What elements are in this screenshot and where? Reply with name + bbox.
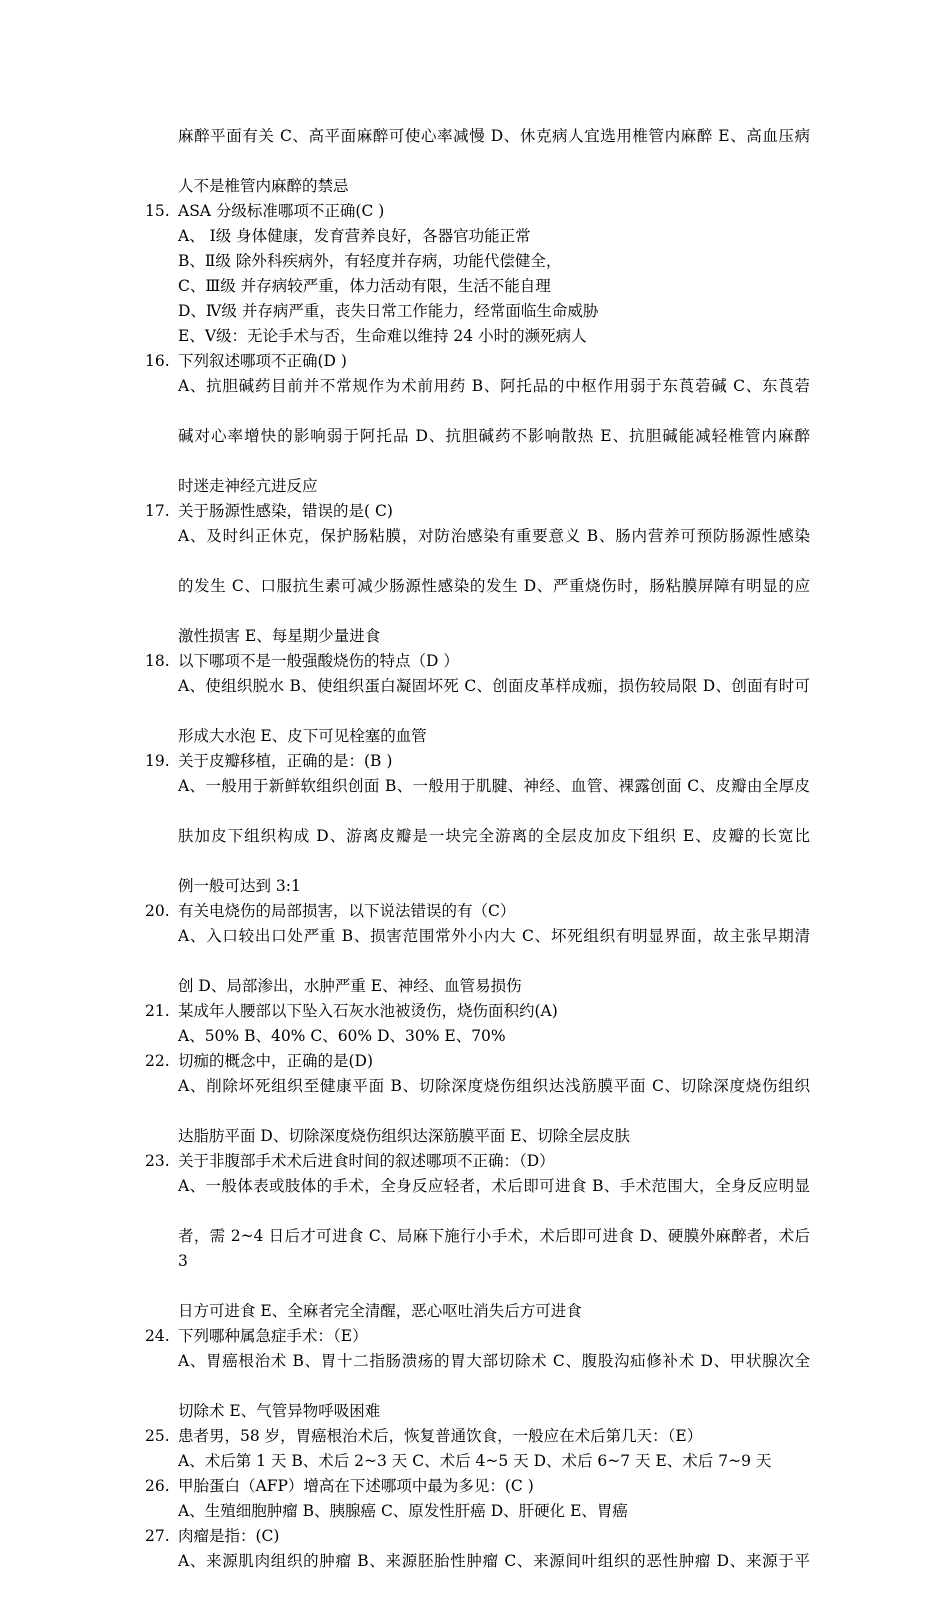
- option-line: A、胃癌根治术 B、胃十二指肠溃疡的胃大部切除术 C、腹股沟疝修补术 D、甲状腺次全: [178, 1352, 810, 1370]
- question-options: [145, 1449, 810, 1474]
- option-line: 肤加皮下组织构成 D、游离皮瓣是一块完全游离的全层皮加皮下组织 E、皮瓣的长宽比: [178, 827, 810, 845]
- question-options: [145, 1174, 810, 1324]
- question-item: [145, 899, 810, 999]
- question-stem: [145, 899, 810, 924]
- option-line: A、生殖细胞肿瘤 B、胰腺癌 C、原发性肝癌 D、肝硬化 E、胃癌: [178, 1502, 628, 1520]
- question-number: 18.: [145, 652, 170, 670]
- question-number: 22.: [145, 1052, 170, 1070]
- question-stem: [145, 1324, 810, 1349]
- question-item: [145, 1424, 810, 1474]
- question-stem: [145, 1424, 810, 1449]
- option-line: D、Ⅳ级 并存病严重，丧失日常工作能力，经常面临生命威胁: [178, 302, 599, 320]
- question-options: [145, 1024, 810, 1049]
- option-line: 日方可进食 E、全麻者完全清醒，恶心呕吐消失后方可进食: [178, 1302, 582, 1320]
- continuation-line: 人不是椎管内麻醉的禁忌: [178, 177, 349, 195]
- question-number: 16.: [145, 352, 170, 370]
- question-item: [145, 649, 810, 749]
- question-text: 以下哪项不是一般强酸烧伤的特点（D ）: [178, 652, 459, 670]
- question-stem: [145, 1524, 810, 1549]
- question-number: 15.: [145, 202, 170, 220]
- question-text: 有关电烧伤的局部损害，以下说法错误的有（C）: [178, 902, 516, 920]
- question-stem: [145, 199, 810, 224]
- question-number: 17.: [145, 502, 170, 520]
- option-line: A、入口较出口处严重 B、损害范围常外小内大 C、坏死组织有明显界面，故主张早期清: [178, 927, 810, 945]
- question-item: [145, 749, 810, 899]
- option-line: 碱对心率增快的影响弱于阿托品 D、抗胆碱药不影响散热 E、抗胆碱能减轻椎管内麻醉: [178, 427, 810, 445]
- option-line: 激性损害 E、每星期少量进食: [178, 627, 381, 645]
- questions-container: [145, 199, 810, 1599]
- question-options: [145, 224, 810, 349]
- question-text: 甲胎蛋白（AFP）增高在下述哪项中最为多见：(C ): [178, 1477, 534, 1495]
- question-list: [145, 124, 810, 1599]
- question-number: 21.: [145, 1002, 170, 1020]
- option-line: 例一般可达到 3:1: [178, 877, 301, 895]
- option-line: 者，需 2~4 日后才可进食 C、局麻下施行小手术，术后即可进食 D、硬膜外麻醉者，术后 3: [178, 1227, 810, 1270]
- option-line: A、一般体表或肢体的手术，全身反应轻者，术后即可进食 B、手术范围大，全身反应明显: [178, 1177, 810, 1195]
- question-text: 关于非腹部手术术后进食时间的叙述哪项不正确：（D）: [178, 1152, 555, 1170]
- question-options: [145, 1499, 810, 1524]
- question-item: [145, 1474, 810, 1524]
- question-stem: [145, 999, 810, 1024]
- question-stem: [145, 499, 810, 524]
- continuation-text: [145, 124, 810, 199]
- option-line: E、Ⅴ级：无论手术与否，生命难以维持 24 小时的濒死病人: [178, 327, 587, 345]
- option-line: 的发生 C、口服抗生素可减少肠源性感染的发生 D、严重烧伤时，肠粘膜屏障有明显的应: [178, 577, 810, 595]
- question-text: 关于肠源性感染，错误的是( C): [178, 502, 393, 520]
- question-number: 23.: [145, 1152, 170, 1170]
- question-item: [145, 199, 810, 349]
- question-item: [145, 1149, 810, 1324]
- question-item: [145, 1524, 810, 1599]
- option-line: 达脂肪平面 D、切除深度烧伤组织达深筋膜平面 E、切除全层皮肤: [178, 1127, 631, 1145]
- option-line: A、抗胆碱药目前并不常规作为术前用药 B、阿托品的中枢作用弱于东莨菪碱 C、东莨菪: [178, 377, 810, 395]
- question-text: ASA 分级标准哪项不正确(C ): [178, 202, 385, 220]
- question-stem: [145, 649, 810, 674]
- question-number: 20.: [145, 902, 170, 920]
- option-line: A、及时纠正休克，保护肠粘膜，对防治感染有重要意义 B、肠内营养可预防肠源性感染: [178, 527, 810, 545]
- question-item: [145, 1049, 810, 1149]
- question-text: 患者男，58 岁，胃癌根治术后，恢复普通饮食，一般应在术后第几天：（E）: [178, 1427, 703, 1445]
- option-line: A、术后第 1 天 B、术后 2~3 天 C、术后 4~5 天 D、术后 6~7 天 E、术后 7~9 天: [178, 1452, 772, 1470]
- question-stem: [145, 349, 810, 374]
- question-text: 切痂的概念中，正确的是(D): [178, 1052, 374, 1070]
- question-number: 25.: [145, 1427, 170, 1445]
- question-options: [145, 924, 810, 999]
- question-options: [145, 774, 810, 899]
- option-line: 创 D、局部渗出，水肿严重 E、神经、血管易损伤: [178, 977, 522, 995]
- question-item: [145, 349, 810, 499]
- question-number: 19.: [145, 752, 170, 770]
- option-line: 切除术 E、气管异物呼吸困难: [178, 1402, 381, 1420]
- question-text: 肉瘤是指：(C): [178, 1527, 280, 1545]
- question-options: [145, 1549, 810, 1599]
- option-line: 形成大水泡 E、皮下可见栓塞的血管: [178, 727, 427, 745]
- question-stem: [145, 1049, 810, 1074]
- question-text: 下列哪种属急症手术：（E）: [178, 1327, 368, 1345]
- question-number: 26.: [145, 1477, 170, 1495]
- question-stem: [145, 1474, 810, 1499]
- option-line: A、削除坏死组织至健康平面 B、切除深度烧伤组织达浅筋膜平面 C、切除深度烧伤组织: [178, 1077, 810, 1095]
- question-options: [145, 374, 810, 499]
- question-options: [145, 524, 810, 649]
- question-text: 某成年人腰部以下坠入石灰水池被烫伤，烧伤面积约(A): [178, 1002, 558, 1020]
- continuation-line: 麻醉平面有关 C、高平面麻醉可使心率减慢 D、休克病人宜选用椎管内麻醉 E、高血压病: [178, 127, 810, 145]
- question-options: [145, 1074, 810, 1149]
- option-line: B、Ⅱ级 除外科疾病外，有轻度并存病，功能代偿健全，: [178, 252, 562, 270]
- question-number: 24.: [145, 1327, 170, 1345]
- question-options: [145, 1349, 810, 1424]
- question-item: [145, 1324, 810, 1424]
- question-options: [145, 674, 810, 749]
- option-line: A、50% B、40% C、60% D、30% E、70%: [178, 1027, 506, 1045]
- question-item: [145, 999, 810, 1049]
- option-line: A、一般用于新鲜软组织创面 B、一般用于肌腱、神经、血管、裸露创面 C、皮瓣由全厚皮: [178, 777, 810, 795]
- option-line: A、来源肌肉组织的肿瘤 B、来源胚胎性肿瘤 C、来源间叶组织的恶性肿瘤 D、来源于平: [178, 1552, 810, 1570]
- question-stem: [145, 1149, 810, 1174]
- question-stem: [145, 749, 810, 774]
- option-line: 时迷走神经亢进反应: [178, 477, 318, 495]
- question-number: 27.: [145, 1527, 170, 1545]
- option-line: A、使组织脱水 B、使组织蛋白凝固坏死 C、创面皮革样成痂，损伤较局限 D、创面有时可: [178, 677, 810, 695]
- option-line: A、 Ⅰ级 身体健康，发育营养良好，各器官功能正常: [178, 227, 531, 245]
- question-item: [145, 499, 810, 649]
- question-text: 关于皮瓣移植，正确的是：(B ): [178, 752, 393, 770]
- question-text: 下列叙述哪项不正确(D ): [178, 352, 347, 370]
- option-line: C、Ⅲ级 并存病较严重，体力活动有限，生活不能自理: [178, 277, 551, 295]
